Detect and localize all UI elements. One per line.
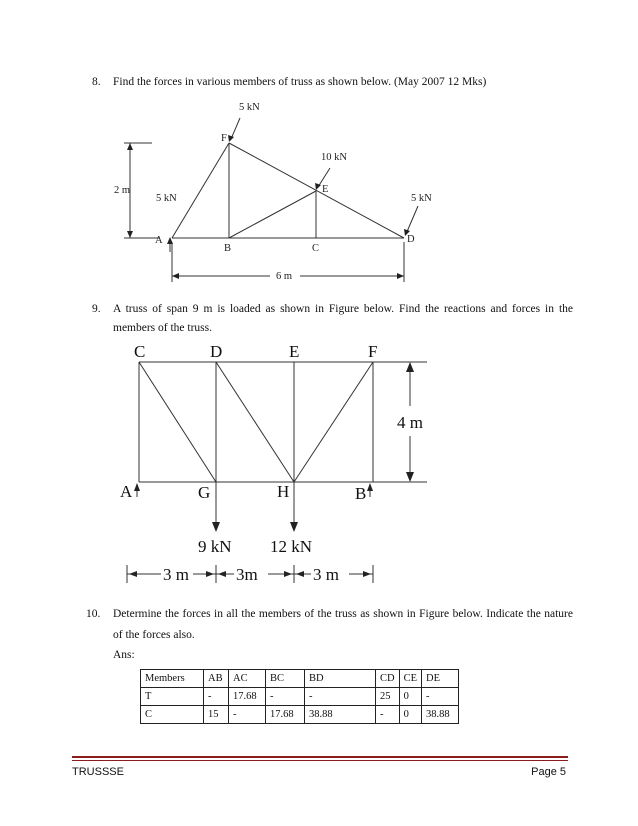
q10-text-line1: Determine the forces in all the members of the truss as shown in Figure below. Indicate the nature (113, 608, 573, 620)
table-cell: - (229, 706, 266, 724)
table-header: BC (266, 670, 305, 688)
q8-load-f: 5 kN (239, 102, 260, 113)
q8-height-label: 2 m (114, 185, 131, 196)
q9-node-a: A (120, 482, 133, 501)
q9-text-line2: members of the truss. (113, 322, 213, 334)
q8-load-d: 5 kN (411, 193, 432, 204)
footer-title: TRUSSSE (72, 766, 124, 778)
q8-load-e: 10 kN (321, 152, 347, 163)
q9-height-label: 4 m (397, 413, 423, 432)
table-cell: T (141, 688, 204, 706)
table-cell: - (305, 688, 376, 706)
q10-number: 10. (86, 608, 101, 620)
q10-text-line2: of the forces also. (113, 629, 195, 641)
table-cell: 38.88 (422, 706, 459, 724)
table-cell: 25 (376, 688, 400, 706)
footer-rule (72, 756, 568, 758)
q8-node-f: F (221, 133, 227, 144)
q9-number: 9. (92, 303, 101, 315)
table-cell: - (376, 706, 400, 724)
table-row (141, 688, 459, 706)
table-cell: 17.68 (266, 706, 305, 724)
table-header: CD (376, 670, 400, 688)
table-header: BD (305, 670, 376, 688)
q9-load-g: 9 kN (198, 537, 232, 556)
q8-node-a: A (155, 235, 163, 246)
q9-span-3: 3 m (313, 565, 339, 584)
q9-node-f: F (368, 342, 378, 361)
q8-number: 8. (92, 76, 101, 88)
table-header: DE (422, 670, 459, 688)
q9-text-line1: A truss of span 9 m is loaded as shown in Figure below. Find the reactions and forces in the (113, 303, 573, 315)
q8-text: Find the forces in various members of truss as shown below. (May 2007 12 Mks) (113, 76, 487, 88)
q9-node-e: E (289, 342, 300, 361)
table-header: AB (204, 670, 229, 688)
table-cell: 0 (399, 706, 421, 724)
q9-node-g: G (198, 483, 211, 502)
table-row (141, 706, 459, 724)
table-cell: - (266, 688, 305, 706)
table-header: CE (399, 670, 421, 688)
q10-ans-label: Ans: (113, 649, 135, 661)
q9-node-d: D (210, 342, 223, 361)
q9-node-c: C (134, 342, 146, 361)
table-cell: 0 (399, 688, 421, 706)
footer-rule-thin (72, 760, 568, 761)
q9-load-h: 12 kN (270, 537, 313, 556)
q8-span-label: 6 m (276, 271, 293, 282)
q8-node-e: E (322, 184, 329, 195)
q8-node-c: C (312, 243, 320, 254)
table-header-row (141, 670, 459, 688)
q8-node-d: D (407, 234, 415, 245)
table-header: AC (229, 670, 266, 688)
q9-span-2: 3m (236, 565, 258, 584)
q8-node-b: B (224, 243, 232, 254)
table-cell: 17.68 (229, 688, 266, 706)
table-cell: 15 (204, 706, 229, 724)
q9-node-b: B (355, 484, 367, 503)
answer-table (140, 669, 459, 724)
table-cell: 38.88 (305, 706, 376, 724)
q8-load-a: 5 kN (156, 193, 177, 204)
q9-span-1: 3 m (163, 565, 189, 584)
table-cell: - (204, 688, 229, 706)
table-header: Members (141, 670, 204, 688)
table-cell: - (422, 688, 459, 706)
q9-node-h: H (277, 482, 290, 501)
page-number: Page 5 (531, 766, 566, 778)
table-cell: C (141, 706, 204, 724)
